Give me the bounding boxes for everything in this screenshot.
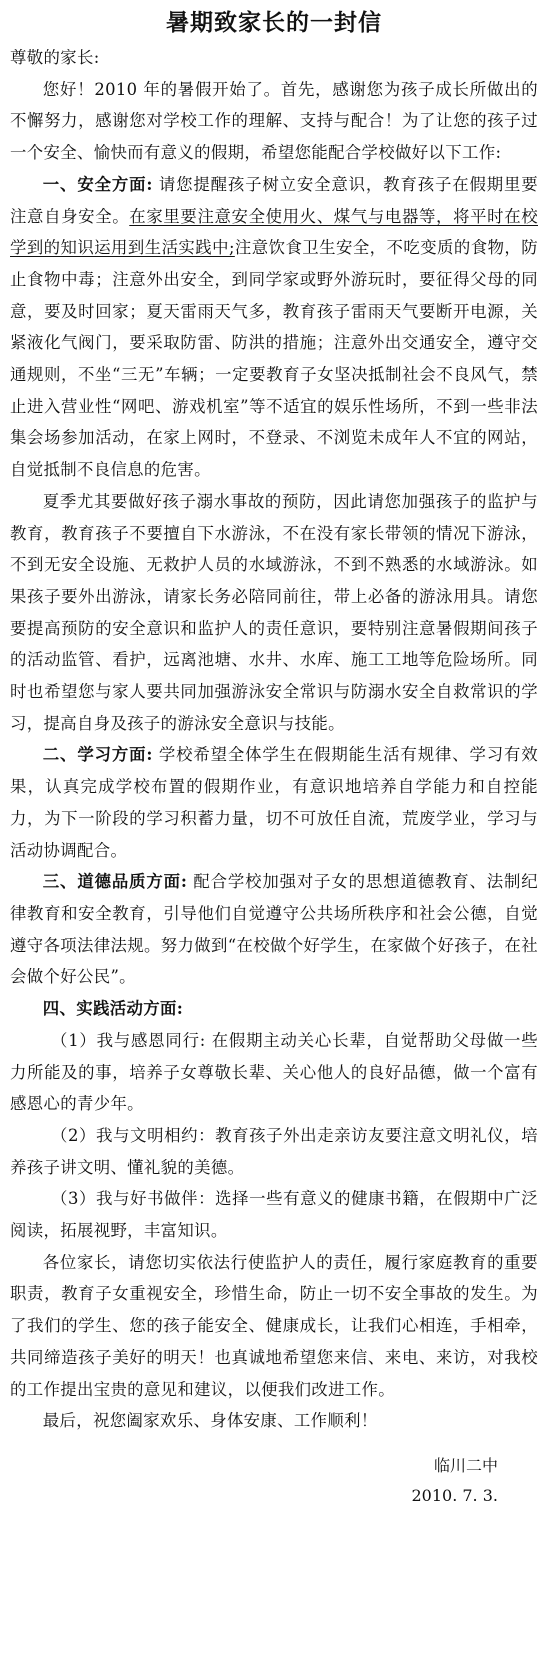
practice-item-2: （2）我与文明相约：教育孩子外出走亲访友要注意文明礼仪，培养孩子讲文明、懂礼貌的美德。 (10, 1125, 538, 1177)
morality-paragraph (10, 866, 538, 993)
safety-heading: 一、安全方面: (42, 174, 153, 194)
practice-heading: 四、实践活动方面: (42, 999, 184, 1019)
morality-heading: 三、道德品质方面: (42, 872, 188, 892)
safety-text-b: 注意饮食卫生安全，不吃变质的食物，防止食物中毒；注意外出安全，到同学家或野外游玩时，要征得父母的同意，要及时回家；夏天雷雨天气多，教育孩子雷雨天气要断开电源，关紧液化气阀门，要采取防雷、防洪的措施；注意外出交通安全，遵守交通规则，不坐“三无”车辆；一定要教育子女坚决抵制社会不良风气，禁止进入营业性“网吧、游戏机室”等不适宜的娱乐性场所，不到一些非法集会场参加活动，在家上网时，不登录、不浏览未成年人不宜的网站，自觉抵制不良信息的危害。 (10, 238, 538, 480)
safety-underlined-text: 在家里要注意安全使用火、煤气与电器等，将平时在校学到的知识运用到生活实践中; (10, 206, 538, 258)
appeal-paragraph: 各位家长，请您切实依法行使监护人的责任，履行家庭教育的重要职责，教育子女重视安全，珍惜生命，防止一切不安全事故的发生。为了我们的学生、您的孩子能安全、健康成长，让我们心相连，手相牵，共同缔造孩子美好的明天！也真诚地希望您来信、来电、来访，对我校的工作提出宝贵的意见和建议，以便我们改进工作。 (10, 1252, 538, 1399)
study-paragraph (10, 739, 538, 866)
safety-text-a: 请您提醒孩子树立安全意识，教育孩子在假期里要注意自身安全。 (10, 174, 538, 226)
signature-school: 临川二中 (433, 1455, 498, 1475)
study-heading: 二、学习方面: (42, 745, 153, 765)
page-title: 暑期致家长的一封信 (166, 9, 382, 36)
morality-text: 配合学校加强对子女的思想道德教育、法制纪律教育和安全教育，引导他们自觉遵守公共场所秩序和社会公德，自觉遵守各项法律法规。努力做到“在校做个好学生，在家做个好孩子，在社会做个好公民”。 (10, 872, 538, 987)
practice-item-3: （3）我与好书做伴：选择一些有意义的健康书籍，在假期中广泛阅读，拓展视野，丰富知识。 (10, 1189, 538, 1241)
signature-block (10, 1451, 538, 1511)
practice-item-1: （1）我与感恩同行: 在假期主动关心长辈，自觉帮助父母做一些力所能及的事，培养子女尊敬长辈、关心他人的良好品德，做一个富有感恩心的青少年。 (10, 1030, 538, 1114)
safety-paragraph (10, 169, 538, 486)
study-text: 学校希望全体学生在假期能生活有规律、学习有效果，认真完成学校布置的假期作业，有意识地培养自学能力和自控能力，为下一阶段的学习积蓄力量，切不可放任自流，荒废学业，学习与活动协调配合。 (10, 745, 538, 860)
intro-paragraph: 您好！2010 年的暑假开始了。首先，感谢您为孩子成长所做出的不懈努力，感谢您对学校工作的理解、支持与配合！为了让您的孩子过一个安全、愉快而有意义的假期，希望您能配合学校做好以下工作: (10, 79, 538, 163)
closing-line: 最后，祝您阖家欢乐、身体安康、工作顺利！ (42, 1411, 378, 1431)
signature-date: 2010. 7. 3. (411, 1485, 498, 1505)
drowning-paragraph: 夏季尤其要做好孩子溺水事故的预防，因此请您加强孩子的监护与教育，教育孩子不要擅自下水游泳，不在没有家长带领的情况下游泳，不到无安全设施、无救护人员的水域游泳，不到不熟悉的水域游泳。如果孩子要外出游泳，请家长务必陪同前往，带上必备的游泳用具。请您要提高预防的安全意识和监护人的责任意识，要特别注意暑假期间孩子的活动监管、看护，远离池塘、水井、水库、施工工地等危险场所。同时也希望您与家人要共同加强游泳安全常识与防溺水安全自救常识的学习，提高自身及孩子的游泳安全意识与技能。 (10, 491, 538, 733)
greeting: 尊敬的家长: (10, 48, 100, 67)
